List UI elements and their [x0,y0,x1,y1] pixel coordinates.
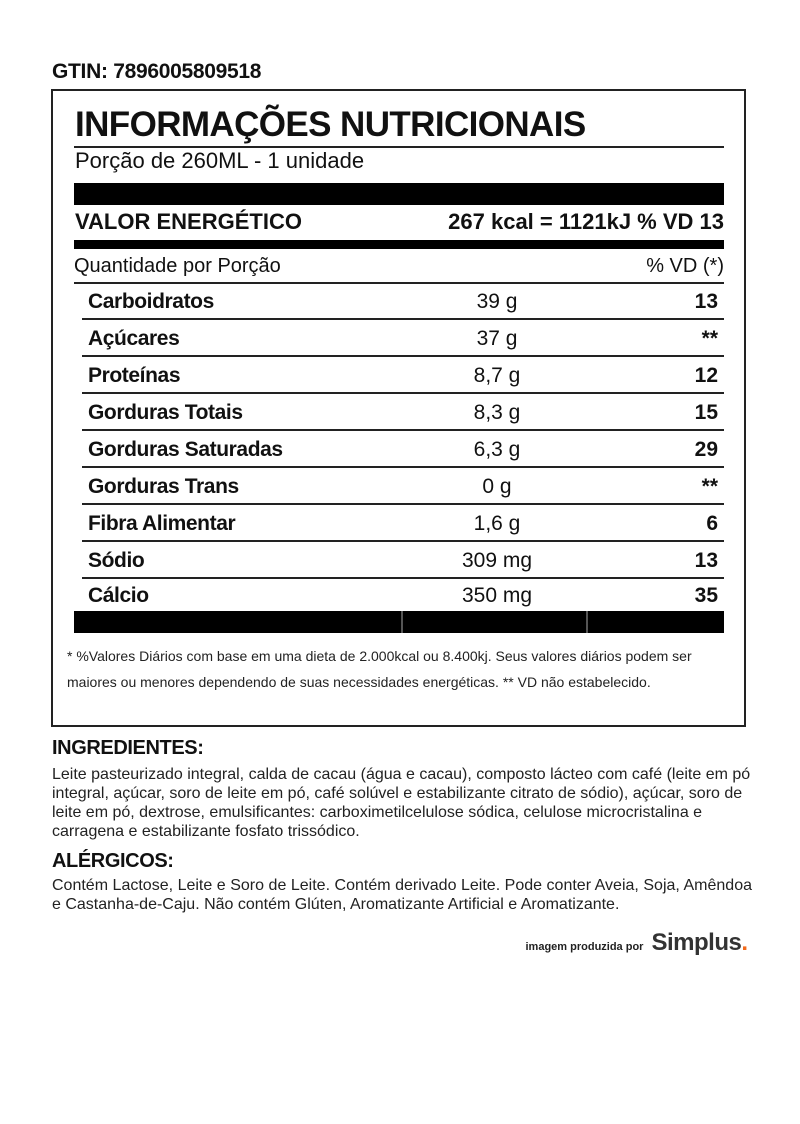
logo-dot: . [741,929,748,956]
energy-row [74,205,724,239]
allergens-heading: ALÉRGICOS: [52,850,174,872]
nutrient-vd: 29 [694,438,718,461]
nutrient-name: Sódio [88,549,145,572]
nutrient-row-gorduras-totais [74,395,724,431]
row-divider [82,503,724,505]
nutrient-row-proteinas [74,358,724,394]
nutrient-amount: 309 mg [461,549,533,572]
nutrient-vd: ** [701,327,718,350]
energy-value: 267 kcal = 1121kJ % VD 13 [448,209,724,234]
row-divider [82,318,724,320]
row-divider [82,466,724,468]
nutrient-vd: 35 [694,584,718,607]
nutrient-amount: 0 g [482,475,512,498]
nutrient-amount: 8,3 g [473,401,521,424]
nutrient-vd: 6 [706,512,718,535]
ingredients-text: Leite pasteurizado integral, calda de cacau (água e cacau), composto lácteo com café (leite em pó integral, açúcar, soro de leite em pó, café solúvel e estabilizante citrato de sódio), açúcar, soro de leite em pó, dextrose, emulsificantes: carboximetilcelulose sódica, celulose microcristalina e carragena e estabilizante fosfato trissódico. [52,766,751,840]
portion-size: Porção de 260ML - 1 unidade [75,148,365,173]
quantity-header: Quantidade por Porção [74,254,281,277]
nutrient-name: Proteínas [88,364,181,387]
nutrient-row-sodio [74,543,724,579]
nutrition-facts-table [51,89,746,727]
nutrient-name: Fibra Alimentar [88,512,236,535]
ingredients-heading: INGREDIENTES: [52,737,204,759]
nutrient-name: Carboidratos [88,290,214,313]
column-headers [74,251,724,281]
nutrient-vd: 12 [694,364,718,387]
energy-bottom-bar [74,240,724,249]
gtin-code: GTIN: 7896005809518 [52,60,262,83]
nutrient-name: Açúcares [88,327,180,350]
credit-prefix: imagem produzida por [525,941,644,953]
nutrient-name: Gorduras Totais [88,401,243,424]
nutrient-name: Gorduras Trans [88,475,239,498]
nutrient-amount: 39 g [476,290,518,313]
nutrient-row-carboidratos [74,284,724,320]
nutrient-row-fibra-alimentar [74,506,724,542]
allergens-text: Contém Lactose, Leite e Soro de Leite. Contém derivado Leite. Pode conter Aveia, Soja, Amêndoa e Castanha-de-Caju. Não contém Glúten, Aromatizante Artificial e Aromatizante. [52,877,752,913]
nutrient-row-acucares [74,321,724,357]
row-divider [82,392,724,394]
bottom-thick-bar [74,611,724,633]
nutrient-amount: 37 g [476,327,518,350]
vd-header: % VD (*) [646,254,724,277]
energy-label: VALOR ENERGÉTICO [75,209,302,234]
nutrient-vd: 13 [694,290,718,313]
daily-values-footnote: * %Valores Diários com base em uma dieta de 2.000kcal ou 8.400kj. Seus valores diários podem ser maiores ou menores dependendo de suas necessidades energéticas. ** VD não estabelecido. [67,648,692,690]
nutrient-name: Gorduras Saturadas [88,438,283,461]
row-divider [82,355,724,357]
row-divider [82,429,724,431]
nutrient-row-calcio [74,578,724,611]
nutrient-amount: 6,3 g [473,438,521,461]
row-divider [82,540,724,542]
nutrient-amount: 8,7 g [473,364,521,387]
nutrient-vd: 15 [694,401,718,424]
nutrient-row-gorduras-trans [74,469,724,505]
image-credit [526,929,749,957]
nutrient-row-gorduras-saturadas [74,432,724,468]
simplus-logo: Simplus [651,929,742,956]
nutrition-title: INFORMAÇÕES NUTRICIONAIS [75,105,586,144]
top-thick-bar [74,183,724,205]
nutrient-amount: 350 mg [461,584,533,607]
nutrient-vd: ** [701,475,718,498]
nutrient-amount: 1,6 g [473,512,521,535]
nutrient-vd: 13 [694,549,718,572]
nutrient-name: Cálcio [88,584,149,607]
